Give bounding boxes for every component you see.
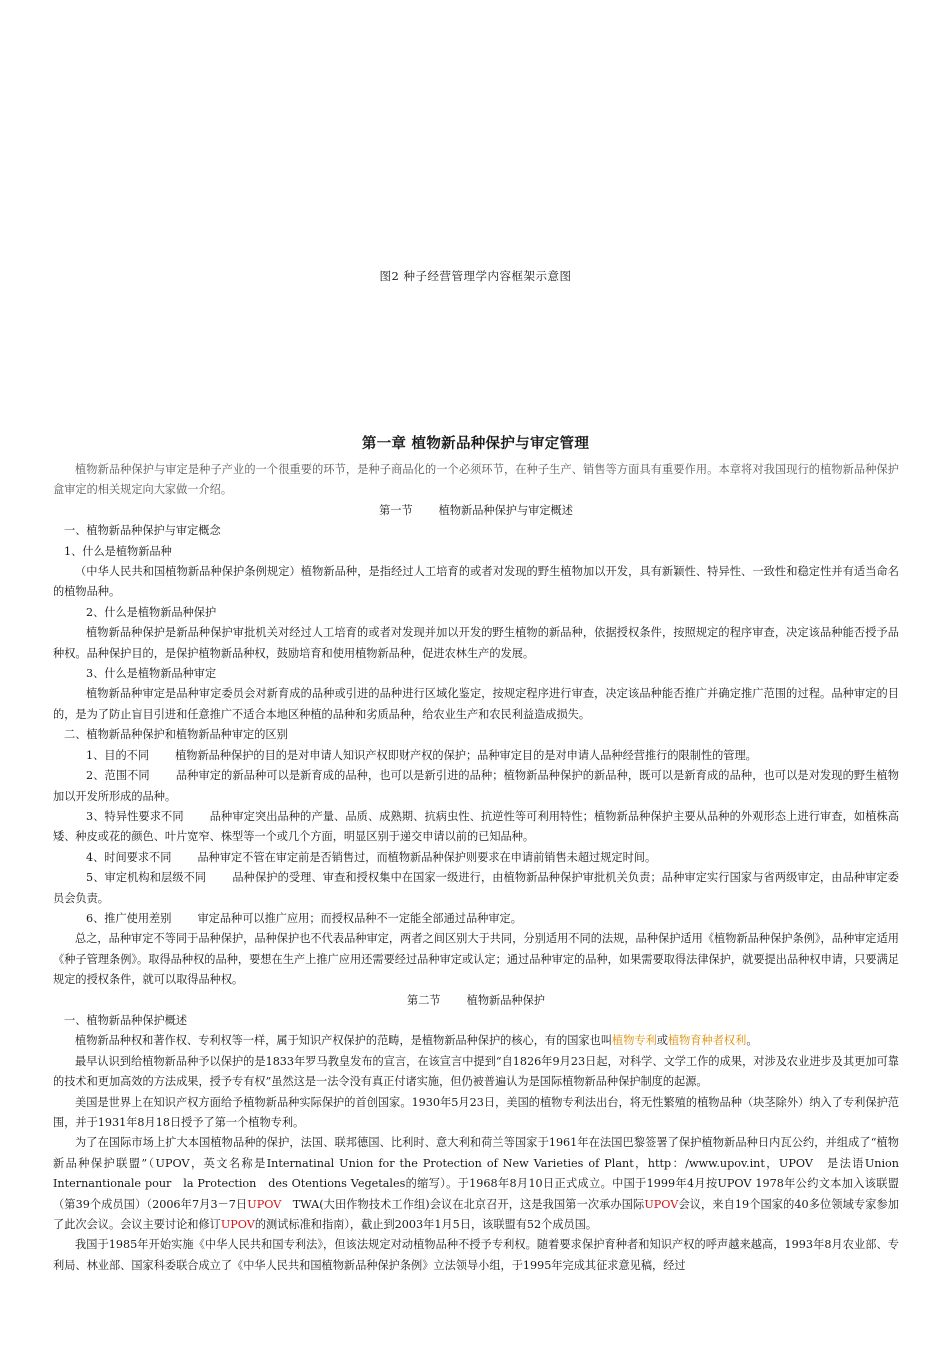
- difference-6: 6、推广使用差别 审定品种可以推广应用；而授权品种不一定能全部通过品种审定。: [86, 911, 522, 925]
- figure-caption: 图2 种子经营管理学内容框架示意图: [379, 269, 572, 283]
- question-2: 2、什么是植物新品种保护: [86, 605, 217, 619]
- section-2-title: [53, 991, 899, 1011]
- difference-3: 3、特异性要求不同 品种审定突出品种的产量、品质、成熟期、抗病虫性、抗逆性等可利用特性；植物新品种保护主要从品种的外观形态上进行审查，如植株高矮、种皮或花的颜色、叶片宽窄、株型等一个或几个方面，明显区别于递交申请以前的已知品种。: [53, 809, 899, 844]
- plant-patent-link[interactable]: 植物专利: [612, 1034, 657, 1048]
- section-2-paragraph-2: 最早认识到给植物新品种予以保护的是1833年罗马教皇发布的宣言，在该宣言中提到“自1826年9月23日起，对科学、文学工作的成果，对涉及农业进步及其更加可靠的技术和更加高效的方法成果，授予专有权”虽然这是一法令没有真正付诸实施，但仍被普遍认为是国际植物新品种保护制度的起源。: [53, 1054, 899, 1089]
- paragraph-2: 植物新品种保护是新品种保护审批机关对经过人工培育的或者对发现并加以开发的野生植物的新品种，依据授权条件，按照规定的程序审查，决定该品种能否授予品种权。品种保护目的，是保护植物新品种权，鼓励培育和使用植物新品种，促进农林生产的发展。: [53, 626, 899, 660]
- question-1: 1、什么是植物新品种: [64, 544, 172, 558]
- paragraph-1: （中华人民共和国植物新品种保护条例规定）植物新品种，是指经过人工培育的或者对发现的野生植物加以开发，具有新颖性、特异性、一致性和稳定性并有适当命名的植物品种。: [53, 565, 899, 599]
- question-3: 3、什么是植物新品种审定: [86, 667, 217, 681]
- section-2-heading-1: 一、植物新品种保护概述: [64, 1013, 188, 1027]
- chapter-intro: 植物新品种保护与审定是种子产业的一个很重要的环节，是种子商品化的一个必须环节，在种子生产、销售等方面具有重要作用。本章将对我国现行的植物新品种保护盒审定的相关规定向大家做一介绍。: [53, 463, 899, 497]
- section-2-paragraph-5: 我国于1985年开始实施《中华人民共和国专利法》，但该法规定对动植物品种不授予专利权。随着要求保护育种者和知识产权的呼声越来越高，1993年8月农业部、专利局、林业部、国家科委联合成立了《中华人民共和国植物新品种保护条例》立法领导小组，于1995年完成其征求意见稿，经过: [53, 1238, 899, 1272]
- heading-2: 二、植物新品种保护和植物新品种审定的区别: [64, 728, 288, 742]
- difference-1: 1、目的不同 植物新品种保护的目的是对申请人知识产权即财产权的保护；品种审定目的是对申请人品种经营推行的限制性的管理。: [86, 748, 757, 762]
- section-1-title: [53, 501, 899, 521]
- difference-5: 5、审定机构和层级不同 品种保护的受理、审查和授权集中在国家一级进行，由植物新品种保护审批机关负责；品种审定实行国家与省两级审定，由品种审定委员会负责。: [53, 871, 899, 905]
- difference-4: 4、时间要求不同 品种审定不管在审定前是否销售过，而植物新品种保护则要求在申请前销售未超过规定时间。: [86, 850, 657, 864]
- upov-link-3[interactable]: UPOV: [220, 1218, 255, 1232]
- upov-link-2[interactable]: UPOV: [644, 1197, 679, 1211]
- breeders-rights-link[interactable]: 植物育种者权利: [667, 1034, 747, 1048]
- section-1-number: 第一节: [379, 503, 413, 517]
- section-2-name: 植物新品种保护: [466, 993, 545, 1007]
- section-2-paragraph-3: 美国是世界上在知识产权方面给予植物新品种实际保护的首创国家。1930年5月23日，美国的植物专利法出台，将无性繁殖的植物品种（块茎除外）纳入了专利保护范围，并于1931年8月18日授予了第一个植物专利。: [53, 1095, 899, 1129]
- heading-1: 一、植物新品种保护与审定概念: [64, 524, 221, 538]
- difference-2: 2、范围不同 品种审定的新品种可以是新育成的品种，也可以是新引进的品种；植物新品种保护的新品种，既可以是新育成的品种，也可以是对发现的野生植物加以开发所形成的品种。: [53, 769, 899, 803]
- section-2-paragraph-1: 植物新品种权和著作权、专利权等一样，属于知识产权保护的范畴，是植物新品种保护的核心，有的国家也叫植物专利或植物育种者权利。: [75, 1034, 758, 1048]
- document-body: [53, 460, 899, 1276]
- section-1-name: 植物新品种保护与审定概述: [438, 503, 573, 517]
- chapter-title: 第一章 植物新品种保护与审定管理: [361, 436, 590, 452]
- paragraph-3: 植物新品种审定是品种审定委员会对新育成的品种或引进的品种进行区域化鉴定，按规定程序进行审查，决定该品种能否推广并确定推广范围的过程。品种审定的目的，是为了防止盲目引进和任意推广不适合本地区种植的品种和劣质品种，给农业生产和农民利益造成损失。: [53, 687, 899, 721]
- section-2-paragraph-4: 为了在国际市场上扩大本国植物品种的保护，法国、联邦德国、比利时、意大利和荷兰等国家于1961年在法国巴黎签署了保护植物新品种日内瓦公约，并组成了“植物新品种保护联盟”（UPOV，英文名称是Internatinal Union for the Protection of New Varieties of Plant，http：/www.upov.int，UPOV 是法语Union Internantionale pour la Protection des Otentions Vegetales的缩写）。于1968年8月10日正式成立。中国于1999年4月按UPOV 1978年公约文本加入该联盟（第39个成员国）（2006年7月3－7日UPOV TWA(大田作物技术工作组)会议在北京召开，这是我国第一次承办国际UPOV会议，来自19个国家的40多位领域专家参加了此次会议。会议主要讨论和修订UPOV的测试标准和指南），截止到2003年1月5日，该联盟有52个成员国。: [53, 1136, 899, 1232]
- section-2-number: 第二节: [407, 993, 441, 1007]
- upov-link-1[interactable]: UPOV: [247, 1197, 282, 1211]
- summary-paragraph: 总之，品种审定不等同于品种保护，品种保护也不代表品种审定，两者之间区别大于共同，分别适用不同的法规，品种保护适用《植物新品种保护条例》，品种审定适用《种子管理条例》。取得品种权的品种，要想在生产上推广应用还需要经过品种审定或认定；通过品种审定的品种，如果需要取得法律保护，就要提出品种权申请，只要满足规定的授权条件，就可以取得品种权。: [53, 932, 899, 987]
